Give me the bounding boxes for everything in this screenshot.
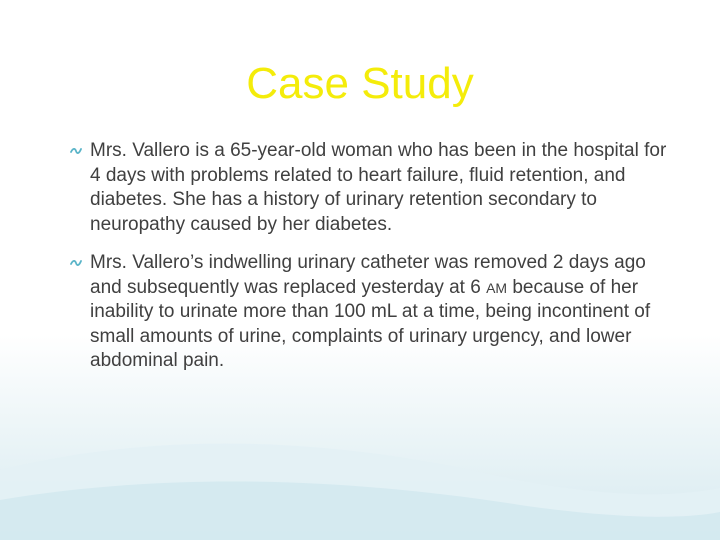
bullet-text-end: because of her inability to urinate more than 100 mL at a time, being incontinent of small amounts of urine, complaints of urinary urgency, and lower abdominal pain.	[90, 276, 651, 371]
wave-bullet-icon	[70, 258, 82, 268]
bullet-item	[70, 139, 670, 237]
wave-bullet-icon	[70, 146, 82, 156]
bullet-text: Mrs. Vallero is a 65-year-old woman who has been in the hospital for 4 days with problems related to heart failure, fluid retention, and diabetes. She has a history of urinary retention secondary to neuropathy caused by her diabetes.	[90, 140, 667, 235]
slide-content	[70, 139, 670, 388]
slide-title: Case Study	[246, 59, 474, 108]
bullet-item	[70, 251, 670, 374]
bullet-text-am: AM	[486, 279, 508, 296]
bullet-text-start: Mrs. Vallero’s indwelling urinary catheter was removed 2 days ago and subsequently was replaced yesterday at 6	[90, 252, 646, 298]
